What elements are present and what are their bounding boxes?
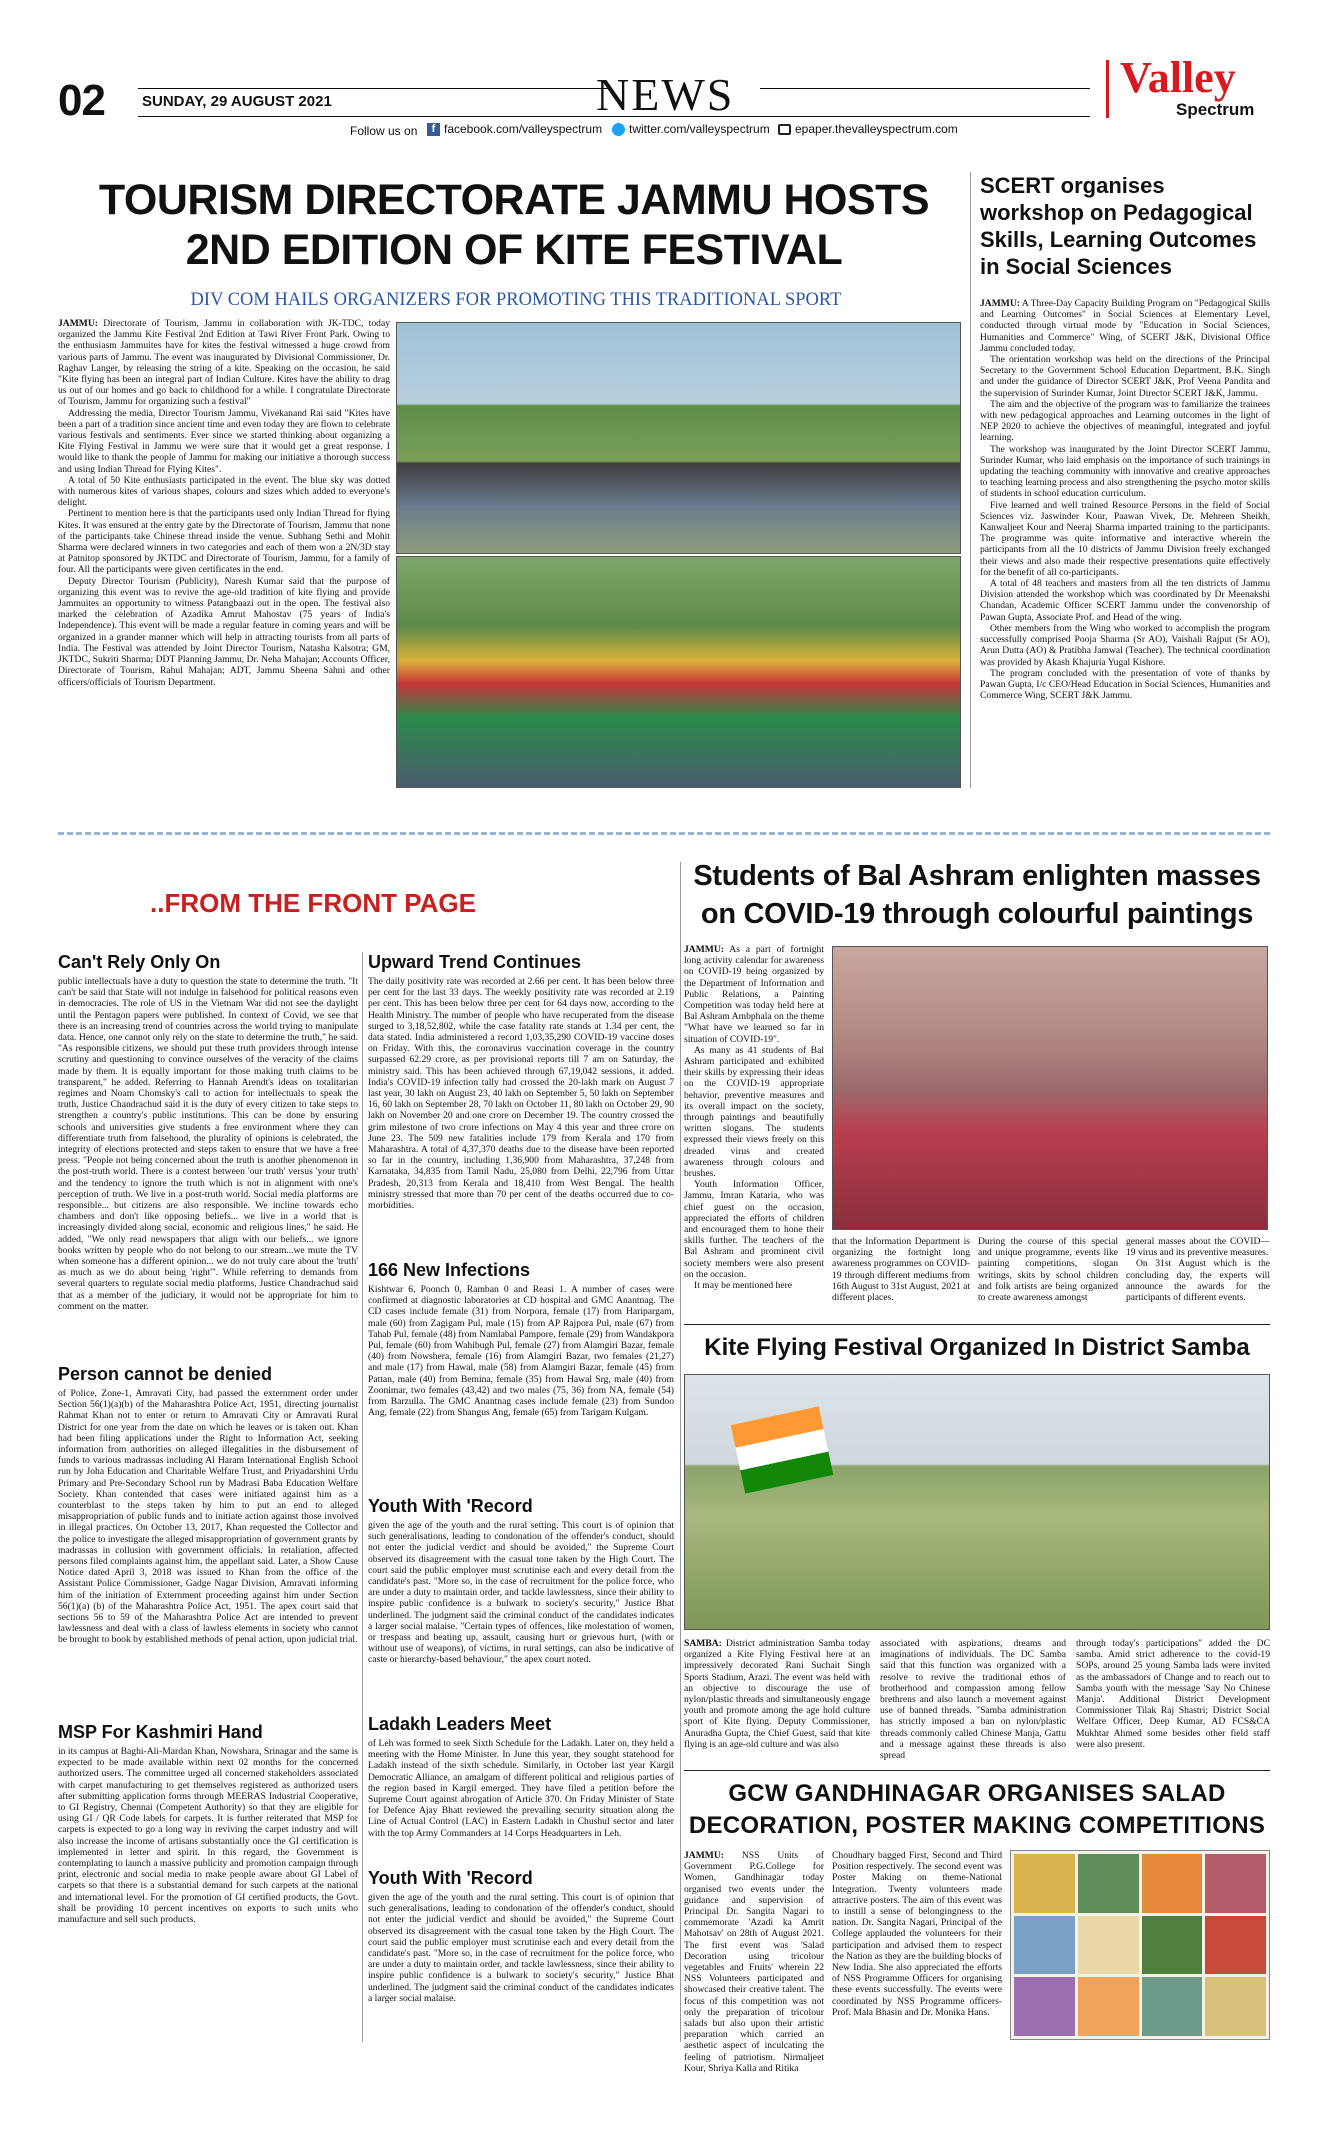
lead-paragraph-4: Pertinent to mention here is that the participants used only Indian Thread for flying Kites. It was ensured at the entry gate by the Directorate of Tourism, Jammu that none of the participants take Chinese thread inside the venue. Subhang Sethi and Mohit Sharma were declared winners in two categories and each of them won a 2N/3D stay at Patnitop sponsored by JKTDC and Directorate of Tourism, Jammu, for a family of four. All the participants were given certificates in the end. xyxy=(58,508,390,576)
bal-body-col4 xyxy=(1126,1236,1270,1320)
collage-tile xyxy=(1142,1854,1203,1913)
front-s5-body: Kishtwar 6, Poonch 0, Ramban 0 and Reasi 1. A number of cases were confirmed at diagnostic laboratories at CD hospital and GMC Anantnag. The CD cases include female (31) from Norpora, female (17) from Haripargam, male (60) from Zagigam Pul, male (15) from AP Rajpora Pul, male (67) from Tahab Pul, female (48) from Namlabal Pampore, female (29) from Wandakpora Pul, female (60) from Wahibugh Pul, female (27) from Alamgiri Bazar, female (40) from Nowshera, female (16) from Alamgiri Bazar, two females (21,27) and male (17) from Hawal, male (58) from Alamgiri Bazar, female (45) from Pattan, male (40) from Bemina, female (35) from Hawal Srg, male (40) from Zoonimar, two females (43,42) and two males (75, 36) from NA, female (54) from Barzulla. The GMC Anantnag cases include female (23) from Sundoo Ang, female (22) from Shangus Ang, female (65) from Tarigam Kulgam. xyxy=(368,1284,674,1419)
lead-dateline: JAMMU: xyxy=(58,318,98,329)
samba-kite-photo xyxy=(684,1374,1270,1630)
bal-body-col1 xyxy=(684,944,824,1320)
column-divider xyxy=(970,172,971,788)
facebook-link[interactable] xyxy=(427,122,602,136)
collage-tile xyxy=(1205,1977,1266,2036)
bal-headline-line2: on COVID-19 through colourful paintings xyxy=(700,898,1254,930)
bal-dateline: JAMMU: xyxy=(684,944,724,955)
masthead-right-rule xyxy=(760,88,1090,89)
front-s1-title: Can't Rely Only On xyxy=(58,952,221,972)
bal-paragraph-2: As many as 41 students of Bal Ashram participated and exhibited their skills by expressing their ideas on the COVID-19 appropriate behavior, preventive measures and its overall impact on the society, through paintings and beautifully written slogans. The students expressed their views freely on this dreaded virus and created awareness through colours and brushes. xyxy=(684,1044,824,1180)
brand-logo-mark xyxy=(1106,60,1109,118)
collage-tile xyxy=(1014,1916,1075,1975)
front-s7-body: of Leh was formed to seek Sixth Schedule for the Ladakh. Later on, they held a meeting with the Home Minister. In June this year, they sought statehood for Ladakh instead of the sixth schedule. Similarly, in October last year Kargil Democratic Alliance, an amalgam of different political and religious parties of the region based in Kargil emerged. They have filed a petition before the Supreme Court against abrogation of Article 370. On Friday Minister of State for Defence Ajay Bhatt reviewed the prevailing security situation along the Line of Actual Control (LAC) in Eastern Ladakh in Chushul sector and later with the top Army Commanders at 14 Corps Headquarters in Leh. xyxy=(368,1738,674,1839)
scert-paragraph-8: The program concluded with the presentation of vote of thanks by Pawan Gupta, I/c CEO/Head Education in Social Sciences, Humanities and Commerce Wing, SCERT J&K Jammu. xyxy=(980,667,1270,702)
brand-logo-top: Valley xyxy=(1120,53,1236,102)
front-s6-body: given the age of the youth and the rural setting. This court is of opinion that such generalisations, leading to condonation of the offender's conduct, should not enter the judicial verdict and should be avoided," the Supreme Court observed its disagreement with the casual tone taken by the High Court. The court said the public employer must scrutinise each and every detail from the candidate's past. "More so, in the case of recruitment for the police force, who are under a duty to maintain order, and tackle lawlessness, since their ability to inspire public confidence is a bulwark to society's security," Justice Bhat underlined. The judgment said the criminal conduct of the candidates indicates a larger social malaise. "Certain types of offences, like molestation of women, or trespass and beating up, assault, causing hurt or grievous hurt, (with or without use of weapons), of victims, in rural settings, can also be indicative of caste or hierarchy-based behaviour," the apex court noted. xyxy=(368,1520,674,1666)
bal-bottom-rule xyxy=(684,1324,1270,1325)
scert-paragraph-2: The orientation workshop was held on the directions of the Principal Secretary to the Government School Education Department, B.K. Singh and under the guidance of Director SCERT J&K, Prof Veena Pandita and the supervision of Surinder Kumar, Joint Director SCERT J&K, Jammu. xyxy=(980,354,1270,399)
lead-headline-line2: 2ND EDITION OF KITE FESTIVAL xyxy=(185,226,843,274)
scert-dateline: JAMMU: xyxy=(980,298,1020,309)
bal-paragraph-c4a: general masses about the COVID—19 virus and its preventive measures. xyxy=(1126,1236,1270,1259)
facebook-link-label: facebook.com/valleyspectrum xyxy=(444,122,603,136)
collage-tile xyxy=(1142,1977,1203,2036)
samba-body-col1 xyxy=(684,1638,870,1766)
scert-paragraph-3: The aim and the objective of the program was to familiarize the trainees with new pedagogical approaches and Learning outcomes in the light of NEP 2020 to achieve the objectives of meaningful, integrated and joyful learning. xyxy=(980,398,1270,444)
gcw-headline-line1: GCW GANDHINAGAR ORGANISES SALAD xyxy=(728,1780,1226,1807)
front-s4-title: Upward Trend Continues xyxy=(368,952,582,972)
scert-paragraph-4: The workshop was inaugurated by the Joint Director SCERT Jammu, Surinder Kumar, who laid emphasis on the importance of such trainings in updating the teaching community with innovative and creative approaches to teaching learning process and also strengthening the psycho motor skills of students in school education curriculum. xyxy=(980,443,1270,500)
masthead-left-rule xyxy=(138,88,608,89)
collage-tile xyxy=(1078,1977,1139,2036)
front-s8-title: Youth With 'Record xyxy=(368,1868,533,1888)
gcw-body-col2: Choudhary bagged First, Second and Third Position respectively. The second event was Poster Making on theme-National Integration. Twenty volunteers made attractive posters. The aim of this event was to instill a sense of belongingness to the nation. Dr. Sangita Nagari, Principal of the College applauded the volunteers for their participation and advised them to respect the Nation as they are the building blocks of New India. She also appreciated the efforts of NSS Programme Officers for organising these events successfully. The events were coordinated by NSS Programme officers-Prof. Mala Bhasin and Dr. Monika Hans. xyxy=(832,1850,1002,2018)
gcw-photo-collage xyxy=(1010,1850,1270,2040)
gcw-dateline: JAMMU: xyxy=(684,1850,724,1861)
lead-paragraph-2: Addressing the media, Director Tourism Jammu, Vivekanand Rai said "Kites have been a part of a tradition since ancient time and even today they are flown to celebrate various festivals and sentiments. Ever since we started thinking about organizing a Kite Flying Festival in Jammu we were sure that it would get a great response. I would like to thank the people of Jammu for making our initiative a thorough success and using Indian Thread for Flying Kites". xyxy=(58,407,390,475)
lead-paragraph-1: Directorate of Tourism, Jammu in collaboration with JK-TDC, today organized the Jammu Kite Festival 2nd Edition at Tawi River Front Park. Owing to the enthusiasm Jammuites have for kites the festival witnessed a huge crowd from various parts of Jammu. The event was inaugurated by Divisional Commissioner, Dr. Raghav Langer, by releasing the string of a kite. Speaking on the occasion, he said "Kite flying has been an integral part of Indian Culture. Kites have the ability to drag us out of our homes and go back to childhood for a while. I congratulate Directorate of Tourism, Jammu for organizing such a festival" xyxy=(58,318,390,408)
scert-paragraph-5: Five learned and well trained Resource Persons in the field of Social Sciences viz. Jaswinder Kour, Paawan Vivek, Dr. Mehreen Sheikh, Kanwaljeet Kour and Neeraj Sharma imparted training to the participants. The programme was quite informative and interactive wherein the participants from all the 10 districts of Jammu Division freely exchanged their views and also made their respective presentations quite effectively for the benefit of all co-participants. xyxy=(980,499,1270,578)
samba-dateline: SAMBA: xyxy=(684,1638,722,1649)
twitter-icon xyxy=(612,123,625,136)
epaper-icon xyxy=(778,124,791,135)
collage-tile xyxy=(1014,1977,1075,2036)
samba-headline: Kite Flying Festival Organized In District Samba xyxy=(704,1334,1250,1361)
brand-logo xyxy=(1106,53,1286,126)
collage-tile xyxy=(1078,1916,1139,1975)
bal-paragraph-1: As a part of fortnight long activity calendar for awareness on COVID-19 being organized by the Department of Information and Public Relations, a Painting Competition was today held here at Bal Ashram Ambphala on the theme "What have we learned so far in situation of COVID-19". xyxy=(684,944,824,1045)
collage-tile xyxy=(1142,1916,1203,1975)
front-s7-title: Ladakh Leaders Meet xyxy=(368,1714,552,1734)
bal-paragraph-c4b: On 31st August which is the concluding day, the experts will announce the awards for the participants of different events. xyxy=(1126,1258,1270,1304)
lead-paragraph-3: A total of 50 Kite enthusiasts participated in the event. The blue sky was dotted with numerous kites of various shapes, colours and sizes which added to everyone's delight. xyxy=(58,474,390,509)
collage-tile xyxy=(1014,1854,1075,1913)
samba-paragraph-1: District administration Samba today organized a Kite Flying Festival here at an impressively decorated Rani Suchait Singh Sports Stadium, Arazi. The event was held with an objective to discourage the use of nylon/plastic threads and simultaneously engage youth and promote among the age hold culture sport of Kite flying. Deputy Commissioner, Anuradha Gupta, the Chief Guest, said that kite flying is an age-old culture and was also xyxy=(684,1638,870,1750)
bal-body-col3: During the course of this special and unique programme, events like painting competitions, slogan writings, skits by school children and folk artists are being organized to create awareness amongst xyxy=(978,1236,1118,1304)
samba-bottom-rule xyxy=(684,1770,1270,1771)
front-s6-title: Youth With 'Record xyxy=(368,1496,533,1516)
collage-tile xyxy=(1205,1854,1266,1913)
twitter-link-label: twitter.com/valleyspectrum xyxy=(629,122,770,136)
bal-ashram-photo xyxy=(832,946,1268,1230)
twitter-link[interactable] xyxy=(612,122,770,136)
front-s8-body: given the age of the youth and the rural setting. This court is of opinion that such generalisations, leading to condonation of the offender's conduct, should not enter the judicial verdict and should be avoided," the Supreme Court observed its disagreement with the casual tone taken by the High Court. The court said the public employer must scrutinise each and every detail from the candidate's past. "More so, in the case of recruitment for the police force, who are under a duty to maintain order, and tackle lawlessness, since their ability to inspire public confidence is a bulwark to society's security," Justice Bhat underlined. The judgment said the criminal conduct of the candidates indicates a larger social malaise. xyxy=(368,1892,674,2004)
front-s5-title: 166 New Infections xyxy=(368,1260,531,1280)
bal-paragraph-3: Youth Information Officer, Jammu, Imran Kataria, who was chief guest on the occasion, appreciated the efforts of children and encouraged them to hone their skills further. The teachers of the Bal Ashram and prominent civil society members were also present on the occasion. xyxy=(684,1179,824,1280)
gcw-headline-line2: DECORATION, POSTER MAKING COMPETITIONS xyxy=(688,1812,1266,1839)
scert-paragraph-6: A total of 48 teachers and masters from all the ten districts of Jammu Division attended the workshop which was coordinated by Dr Meenakshi Chandan, Academic Officer SCERT Jammu under the convenorship of Pawan Gupta, Associate Prof. and Head of the wing. xyxy=(980,578,1270,623)
masthead-bottom-rule xyxy=(138,116,1090,117)
facebook-icon: f xyxy=(427,123,440,136)
scert-paragraph-1: A Three-Day Capacity Building Program on "Pedagogical Skills and Learning Outcomes" in Social Sciences at Elementary Level, conducted through virtual mode by "Education in Social Sciences, Humanities and Commerce" Wing, of SCERT J&K, Divisional Office Jammu concluded today. xyxy=(980,298,1270,354)
front-col-divider xyxy=(362,952,363,2042)
front-s3-title: MSP For Kashmiri Hand xyxy=(58,1722,263,1742)
samba-body-col3: through today's participations" added the DC samba. Amid strict adherence to the covid-19 SOPs, around 25 young Samba lads were invited as the ambassadors of Change and to reach out to Samba youth with the message 'Say No Chinese Manja'. Additional District Development Commissioner Tilak Raj Shastri; District Social Welfare Officer, Deep Kumar, AD FCS&CA Mukhtar Ahmed some besides other field staff were also present. xyxy=(1076,1638,1270,1750)
bal-headline-line1: Students of Bal Ashram enlighten masses xyxy=(693,860,1261,892)
front-page-banner: ..FROM THE FRONT PAGE xyxy=(150,888,476,918)
scert-paragraph-7: Other members from the Wing who worked to accomplish the program successfully comprised Pooja Sharma (Sr AO), Vaishali Rajput (Sr AO), Arun Dutta (AO) & Pratibha Jamwal (Teacher). The technical coordination was provided by Akash Khajuria Yugal Kishore. xyxy=(980,622,1270,668)
kite-festival-photo-1 xyxy=(396,322,961,554)
lead-paragraph-5: Deputy Director Tourism (Publicity), Naresh Kumar said that the purpose of organizing this event was to revive the age-old tradition of kite flying and provide Jammuites an opportunity to witness Patangbaazi out in the open. The festival also marked the celebration of Azadika Amrut Mahostav (75 years of India's Independence). This event will be made a regular feature in coming years and will be organized in a grander manner which will help in attracting tourists from all parts of India. The Festival was attended by Joint Director Tourism, Natasha Kalsotra; GM, JKTDC, Sukriti Sharma; DDT Planning Jammu, Dr. Neha Mahajan; Accounts Officer, Directorate of Tourism, Rahul Mahajan; ADT, Jammu Sheena Sahni and other officers/officials of Tourism Department. xyxy=(58,575,390,688)
front-s2-body: of Police, Zone-1, Amravati City, had passed the externment order under Section 56(1)(a)(b) of the Maharashtra Police Act, 1951, directing journalist Rahmat Khan not to enter or return to Amravati City or Amravati Rural District for one year from the date on which he leaves or is taken out. Khan had been filing applications under the Right to Information Act, seeking information from authorities on alleged illegalities in the disbursement of funds to various madrassas including Al Haram International English School run by Joha Education and Charitable Welfare Trust, and Priyadarshini Urdu Primary and Pre-Secondary School run by Madrasi Baba Education Welfare Society. Khan contended that cases were initiated against him as a counterblast to the steps taken by him to put an end to alleged misappropriation of public funds and to initiate action against those involved in illegal practices. On October 13, 2017, Khan requested the Collector and the police to investigate the alleged misappropriation of government grants by madrassas in collusion with government officials. In retaliation, affected persons filed complaints against him, the appellant said. Later, a Show Cause Notice dated April 3, 2018 was issued to Khan from the office of the Assistant Police Commissioner, Gadge Nagar Division, Amravati informing him of the initiation of Externment proceeding against him under Section 56(1)(a) (b) of the Maharashtra Police Act, 1951. The apex court said that sections 56 to 59 of the Maharashtra Police Act are intended to prevent lawlessness and deal with a class of lawless elements in society who cannot be brought to book by established methods of penal action, upon judicial trial. xyxy=(58,1388,358,1646)
scert-body xyxy=(980,298,1270,788)
epaper-link-label: epaper.thevalleyspectrum.com xyxy=(795,122,958,136)
issue-date: SUNDAY, 29 AUGUST 2021 xyxy=(142,93,332,110)
lead-deck: DIV COM HAILS ORGANIZERS FOR PROMOTING THIS TRADITIONAL SPORT xyxy=(190,290,842,310)
follow-label: Follow us on xyxy=(350,124,418,138)
section-name: NEWS xyxy=(596,69,735,120)
lead-headline-line1: TOURISM DIRECTORATE JAMMU HOSTS xyxy=(98,176,930,224)
front-s2-title: Person cannot be denied xyxy=(58,1364,273,1384)
bal-paragraph-4: It may be mentioned here xyxy=(694,1280,793,1292)
collage-tile xyxy=(1078,1854,1139,1913)
samba-body-col2: associated with aspirations, dreams and imaginations of individuals. The DC Samba said that this function was organized with a resolve to revive the traditional ethos of brotherhood and compassion among fellow brethrens and also launch a movement against use of banned threads. "Samba administration has strictly imposed a ban on nylon/plastic threads commonly called Chinese Manja, Gattu and a message against these threads is also spread xyxy=(880,1638,1066,1762)
samba-kite-flag xyxy=(731,1406,834,1493)
gcw-body-col1 xyxy=(684,1850,824,2074)
lead-body xyxy=(58,318,390,786)
page-number: 02 xyxy=(58,76,105,125)
section-separator xyxy=(58,832,1270,835)
front-right-divider xyxy=(680,862,681,2042)
epaper-link[interactable] xyxy=(778,122,958,136)
front-s4-body: The daily positivity rate was recorded at 2.66 per cent. It has been below three per cent for the last 33 days. The weekly positivity rate was recorded at 2.19 per cent. This has been below three per cent for 64 days now, according to the Health Ministry. The number of people who have recuperated from the disease surged to 3,18,52,802, while the case fatality rate stands at 1.34 per cent, the data stated. India administered a record 1,03,35,290 COVID-19 vaccine doses on Friday. With this, the coronavirus vaccination coverage in the country surpassed 62.29 crore, as per provisional reports till 7 am on Saturday, the ministry said. This has been achieved through 67,19,042 sessions, it added. India's COVID-19 infection tally had crossed the 20-lakh mark on August 7 last year, 30 lakh on August 23, 40 lakh on September 5, 50 lakh on September 16, 60 lakh on September 28, 70 lakh on October 11, 80 lakh on October 29, 90 lakh on November 20 and one crore on December 19. The country crossed the grim milestone of two crore infections on May 4 this year and three crore on June 23. The 509 new fatalities include 179 from Kerala and 170 from Maharashtra. A total of 4,37,370 deaths due to the disease have been reported so far in the country, including 1,36,900 from Maharashtra, 37,248 from Karnataka, 34,835 from Tamil Nadu, 25,080 from Delhi, 22,796 from Uttar Pradesh, 20,313 from Kerala and 18,410 from West Bengal. The health ministry stressed that more than 70 per cent of the deaths occurred due to co-morbidities. xyxy=(368,976,674,1212)
scert-headline: SCERT organises workshop on Pedagogical Skills, Learning Outcomes in Social Sciences xyxy=(980,173,1257,279)
collage-tile xyxy=(1205,1916,1266,1975)
gcw-paragraph-1: NSS Units of Government P.G.College for Women, Gandhinagar today organised two events under the guidance and supervision of Principal Dr. Sangita Nagari to commemorate 'Azadi ka Amrit Mahotsav' on 28th of August 2021. The first event was 'Salad Decoration using tricolour vegetables and Fruits' wherein 22 NSS Volunteers participated and showcased their creative talent. The focus of this competition was not only the preparation of tricolour salads but also upon their artistic preparation which carried an aesthetic aspect of inculcating the feeling of patriotism. Nirmaljeet Kour, Shriya Kalla and Ritika xyxy=(684,1850,824,2074)
bal-body-col2: that the Information Department is organizing the fortnight long awareness programmes on COVID-19 through different mediums from 16th August to 31st August, 2021 at different places. xyxy=(832,1236,970,1304)
kite-festival-photo-2 xyxy=(396,556,961,788)
front-s1-body: public intellectuals have a duty to question the state to determine the truth. "It can't be said that State will not indulge in falsehood for political reasons even in democracies. The role of US in the Vietnam War did not see the daylight until the Pentagon papers were published. In context of Covid, we see that there is an increasing trend of countries across the world trying to manipulate data. Hence, one cannot only rely on the state to determine the truth," he said. "As responsible citizens, we should put these truth providers through intense scrutiny and questioning to convince ourselves of the veracity of the claims made by them. It is equally important for those making truth claims to be transparent," he added. Referring to Hannah Arendt's ideas on totalitarian regimes and Noam Chomsky's call to action for intellectuals to speak the truth, Justice Chandrachud said it is the duty of every citizen to take steps to strengthen a country's public institutions. This can be done by ensuring schools and universities give students a free environment where they can differentiate truth from falsehood, the plurality of opinions is celebrated, the integrity of elections protected and steps taken to ensure that we have a free press. "People not being concerned about the truth is another phenomenon in the post-truth world. There is a contest between 'our truth' versus 'your truth' and the tendency to ignore the truth which is not in alignment with one's perception of truth. We live in a post-truth world. Social media platforms are responsible... but citizens are also responsible. We incline towards echo chambers and don't like opposing beliefs... we live in a world that is increasingly divided along social, economic and religious lines," he said. He added, "We only read newspapers that align with our beliefs... we ignore books written by people who do not belong to our stream...we mute the TV when someone has a different opinion... we do not truly care about the 'truth' as much as we do about being 'right'". While referring to demands from several quarters to regulate social media platforms, Justice Chandrachud said that as a member of the judiciary, it would not be appropriate for him to comment on the matter. xyxy=(58,976,358,1312)
brand-logo-bottom: Spectrum xyxy=(1176,100,1255,119)
front-s3-body: in its campus at Baghi-Ali-Mardan Khan, Nowshara, Srinagar and the same is expected to be made available within next 02 months for the concerned authorized users. The committee urged all concerned stakeholders associated with carpet manufacturing to get themselves registered as authorized users after submitting application forms through MEERAS Industrial Cooperative, to GI Registry, Chennai (Competent Authority) so that they are eligible for using GI / QR Code labels for carpets. It is further reiterated that MSP for carpets is expected to go a long way in reviving the carpet industry and will also increase the income of artisans substantially once the GI certification is implemented in letter and spirit. In this regard, the Government is contemplating to launch a massive publicity and promotion campaign through print, electronic and social media to make people aware about GI Label of carpets so that there is a substantial demand for such carpets at the national and international level. For the promotion of GI certified products, the Govt. shall be providing 10 percent incentives on exports to such units who manufacture and sell such products. xyxy=(58,1746,358,1926)
